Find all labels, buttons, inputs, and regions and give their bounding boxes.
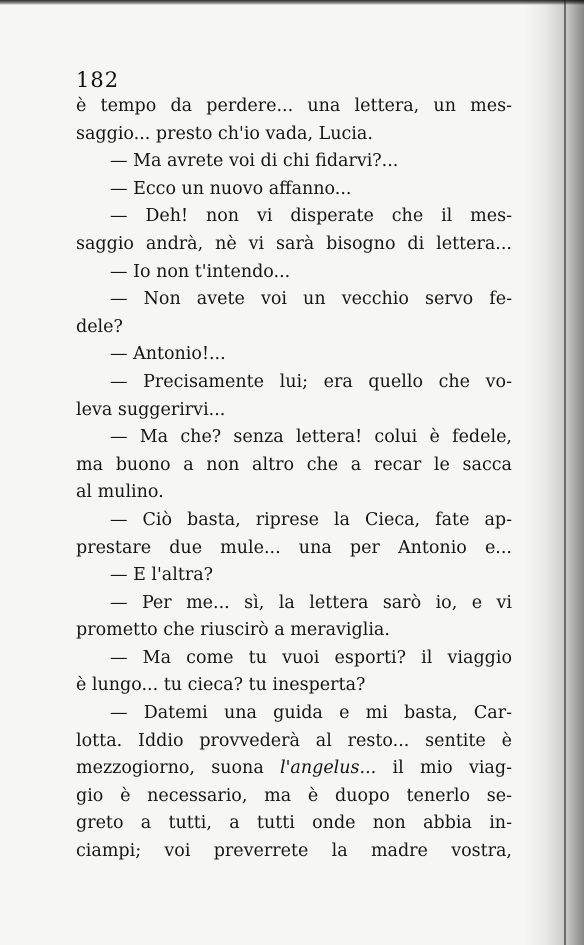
- text-line: ciampi; voi preverrete la madre vostra,: [76, 841, 512, 862]
- text-line: prestare due mule... una per Antonio e...: [76, 537, 512, 558]
- text-line: — Per me... sì, la lettera sarò io, e vi: [110, 592, 512, 613]
- text-line: saggio andrà, nè vi sarà bisogno di lettera...: [76, 233, 512, 254]
- text-line: prometto che riuscirò a meraviglia.: [76, 620, 390, 641]
- text-line: mezzogiorno, suona l'angelus... il mio viag-: [76, 758, 512, 779]
- text-line: — Precisamente lui; era quello che vo-: [110, 371, 512, 392]
- text-line: leva suggerirvi...: [76, 399, 226, 420]
- text-line: — Io non t'intendo...: [110, 261, 291, 282]
- text-line: ma buono a non altro che a recar le sacca: [76, 454, 512, 475]
- italic-word: l'angelus...: [280, 758, 377, 779]
- text-line: — Ciò basta, riprese la Cieca, fate ap-: [110, 509, 512, 530]
- text-line: saggio... presto ch'io vada, Lucia.: [76, 123, 373, 144]
- page-number: 182: [76, 68, 120, 92]
- text-line: — Non avete voi un vecchio servo fe-: [110, 289, 512, 310]
- text-line: lotta. Iddio provvederà al resto... sentite è: [76, 730, 512, 751]
- text-line: — Deh! non vi disperate che il mes-: [110, 206, 512, 227]
- text-line: è lungo... tu cieca? tu inesperta?: [76, 675, 366, 696]
- text-line: è tempo da perdere... una lettera, un mes-: [76, 96, 512, 116]
- page-text: [76, 93, 512, 866]
- text-line: gio è necessario, ma è duopo tenerlo se-: [76, 785, 512, 806]
- text-line: dele?: [76, 316, 123, 337]
- text-line: — Ma che? senza lettera! colui è fedele,: [110, 427, 512, 448]
- page-top-edge: [0, 0, 584, 5]
- text-line: — Ma avrete voi di chi fidarvi?...: [110, 151, 399, 172]
- spine-line: [564, 0, 566, 945]
- text-line: — E l'altra?: [110, 565, 214, 586]
- text-line: greto a tutti, a tutti onde non abbia in-: [76, 813, 512, 834]
- text-line: — Antonio!...: [110, 344, 226, 365]
- text-line: — Ma come tu vuoi esporti? il viaggio: [110, 647, 512, 668]
- spine-shadow: [524, 0, 584, 945]
- text-line: — Ecco un nuovo affanno...: [110, 178, 352, 199]
- text-line: al mulino.: [76, 482, 164, 503]
- text-line: — Datemi una guida e mi basta, Car-: [110, 703, 512, 724]
